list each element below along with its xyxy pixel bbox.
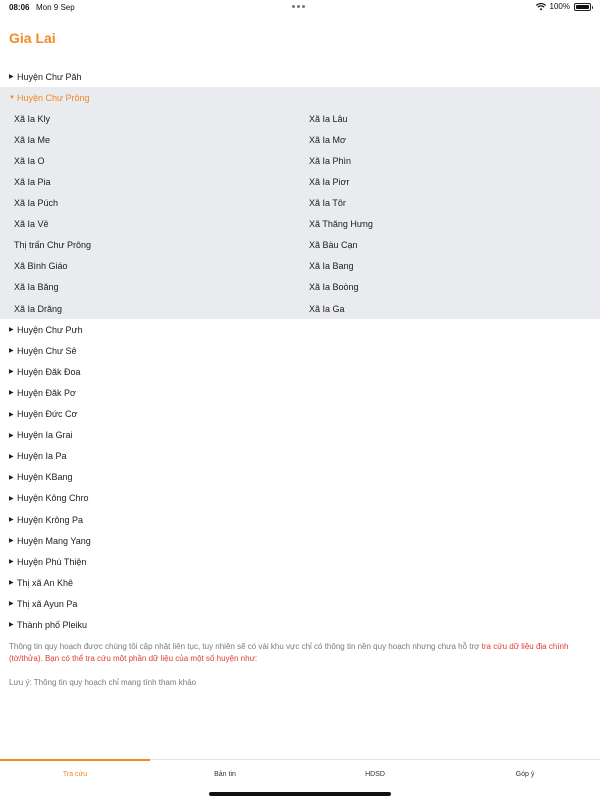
wifi-icon — [536, 3, 546, 11]
district-row[interactable] — [0, 404, 600, 425]
commune-item[interactable]: Xã Ia Phìn — [309, 155, 352, 166]
home-indicator[interactable] — [209, 792, 391, 796]
district-label: Huyện Krông Pa — [17, 514, 84, 525]
status-time: 08:06 — [9, 3, 30, 12]
district-row[interactable] — [0, 319, 600, 340]
district-label: Huyện Kông Chro — [17, 493, 89, 504]
district-row[interactable] — [0, 593, 600, 614]
caret-right-icon: ▶ — [9, 580, 14, 587]
commune-item[interactable]: Xã Ia Vê — [14, 219, 49, 230]
caret-right-icon: ▶ — [9, 74, 14, 81]
battery-icon — [574, 3, 591, 11]
commune-item[interactable]: Xã Ia Me — [14, 134, 51, 145]
commune-item[interactable]: Thị trấn Chư Prông — [14, 240, 92, 251]
commune-panel — [0, 108, 600, 319]
district-row-expanded[interactable] — [0, 87, 600, 108]
district-row[interactable] — [0, 425, 600, 446]
caret-right-icon: ▶ — [9, 601, 14, 608]
commune-item[interactable]: Xã Ia Bang — [309, 261, 354, 272]
commune-item[interactable]: Xã Ia Băng — [14, 282, 59, 293]
district-label: Huyện Mang Yang — [17, 535, 91, 546]
district-list — [0, 66, 600, 636]
district-label: Thị xã Ayun Pa — [17, 598, 78, 609]
battery-percent: 100% — [549, 2, 570, 11]
status-date: Mon 9 Sep — [36, 3, 75, 12]
caret-right-icon: ▶ — [9, 348, 14, 355]
commune-item[interactable]: Xã Ia Drăng — [14, 303, 63, 314]
district-row[interactable] — [0, 340, 600, 361]
caret-down-icon: ▼ — [9, 94, 15, 101]
tab-lookup[interactable]: Tra cứu — [0, 760, 150, 800]
caret-right-icon: ▶ — [9, 369, 14, 376]
page-title: Gia Lai — [9, 30, 56, 46]
district-label: Huyện Đăk Đoa — [17, 366, 81, 377]
district-label: Huyện KBang — [17, 472, 73, 483]
caret-right-icon: ▶ — [9, 538, 14, 545]
caret-right-icon: ▶ — [9, 517, 14, 524]
status-right — [536, 2, 591, 11]
caret-right-icon: ▶ — [9, 495, 14, 502]
commune-item[interactable]: Xã Ia Lâu — [309, 113, 348, 124]
district-row[interactable] — [0, 572, 600, 593]
district-row[interactable] — [0, 446, 600, 467]
partial-data-link[interactable]: Bạn có thể tra cứu một phần dữ liệu của một số huyện như: — [44, 654, 258, 663]
caret-right-icon: ▶ — [9, 390, 14, 397]
district-label: Thị xã An Khê — [17, 577, 74, 588]
district-label: Huyện Đăk Pơ — [17, 387, 76, 398]
district-label: Thành phố Pleiku — [17, 619, 88, 630]
tab-guide[interactable]: HDSD — [365, 771, 385, 778]
caret-right-icon: ▶ — [9, 327, 14, 334]
commune-item[interactable]: Xã Ia O — [14, 155, 45, 166]
commune-item[interactable]: Xã Ia Kly — [14, 113, 51, 124]
disclaimer: Lưu ý: Thông tin quy hoạch chỉ mang tính tham khảo — [9, 678, 197, 687]
caret-right-icon: ▶ — [9, 432, 14, 439]
district-label: Huyện Chư Sê — [17, 345, 77, 356]
commune-item[interactable]: Xã Bàu Cạn — [309, 240, 358, 251]
caret-right-icon: ▶ — [9, 559, 14, 566]
district-row[interactable] — [0, 509, 600, 530]
caret-right-icon: ▶ — [9, 453, 14, 460]
district-row[interactable] — [0, 467, 600, 488]
district-row[interactable] — [0, 551, 600, 572]
district-row[interactable] — [0, 488, 600, 509]
note-text-1: Thông tin quy hoạch được chúng tôi cập nhật liên tục, tuy nhiên sẽ có vài khu vực chỉ có thông tin nền quy hoạch nhưng chưa hỗ trợ — [9, 642, 482, 651]
caret-right-icon: ▶ — [9, 622, 14, 629]
district-label: Huyện Chư Prông — [17, 92, 90, 103]
commune-item[interactable]: Xã Ia Piơr — [309, 177, 350, 188]
commune-item[interactable]: Xã Bình Giáo — [14, 261, 68, 272]
note-text-2: . — [40, 654, 45, 663]
info-note — [9, 641, 591, 665]
district-label: Huyện Phú Thiện — [17, 556, 87, 567]
commune-item[interactable]: Xã Ia Tôr — [309, 198, 346, 209]
district-label: Huyện Đức Cơ — [17, 409, 78, 420]
multitasking-dots-icon[interactable] — [292, 5, 305, 8]
status-bar — [0, 0, 600, 14]
commune-item[interactable]: Xã Thăng Hưng — [309, 219, 373, 230]
caret-right-icon: ▶ — [9, 411, 14, 418]
commune-item[interactable]: Xã Ia Púch — [14, 198, 59, 209]
commune-item[interactable]: Xã Ia Mơ — [309, 134, 346, 145]
district-label: Huyện Ia Pa — [17, 451, 67, 462]
cadastral-lookup-link[interactable]: tra cứu dữ liệu địa chính (tờ/thửa) — [9, 642, 569, 663]
commune-item[interactable]: Xã Ia Boòng — [309, 282, 359, 293]
tab-feedback[interactable]: Góp ý — [515, 771, 535, 778]
district-row[interactable] — [0, 382, 600, 403]
district-row[interactable] — [0, 66, 600, 87]
commune-item[interactable]: Xã Ia Ga — [309, 303, 345, 314]
district-row[interactable] — [0, 361, 600, 382]
district-label: Huyện Chư Pưh — [17, 324, 83, 335]
caret-right-icon: ▶ — [9, 474, 14, 481]
district-label: Huyện Chư Păh — [17, 71, 82, 82]
district-row[interactable] — [0, 530, 600, 551]
district-label: Huyện Ia Grai — [17, 430, 73, 441]
tab-news[interactable]: Bản tin — [214, 771, 236, 778]
commune-item[interactable]: Xã Ia Pia — [14, 177, 51, 188]
district-row[interactable] — [0, 614, 600, 635]
